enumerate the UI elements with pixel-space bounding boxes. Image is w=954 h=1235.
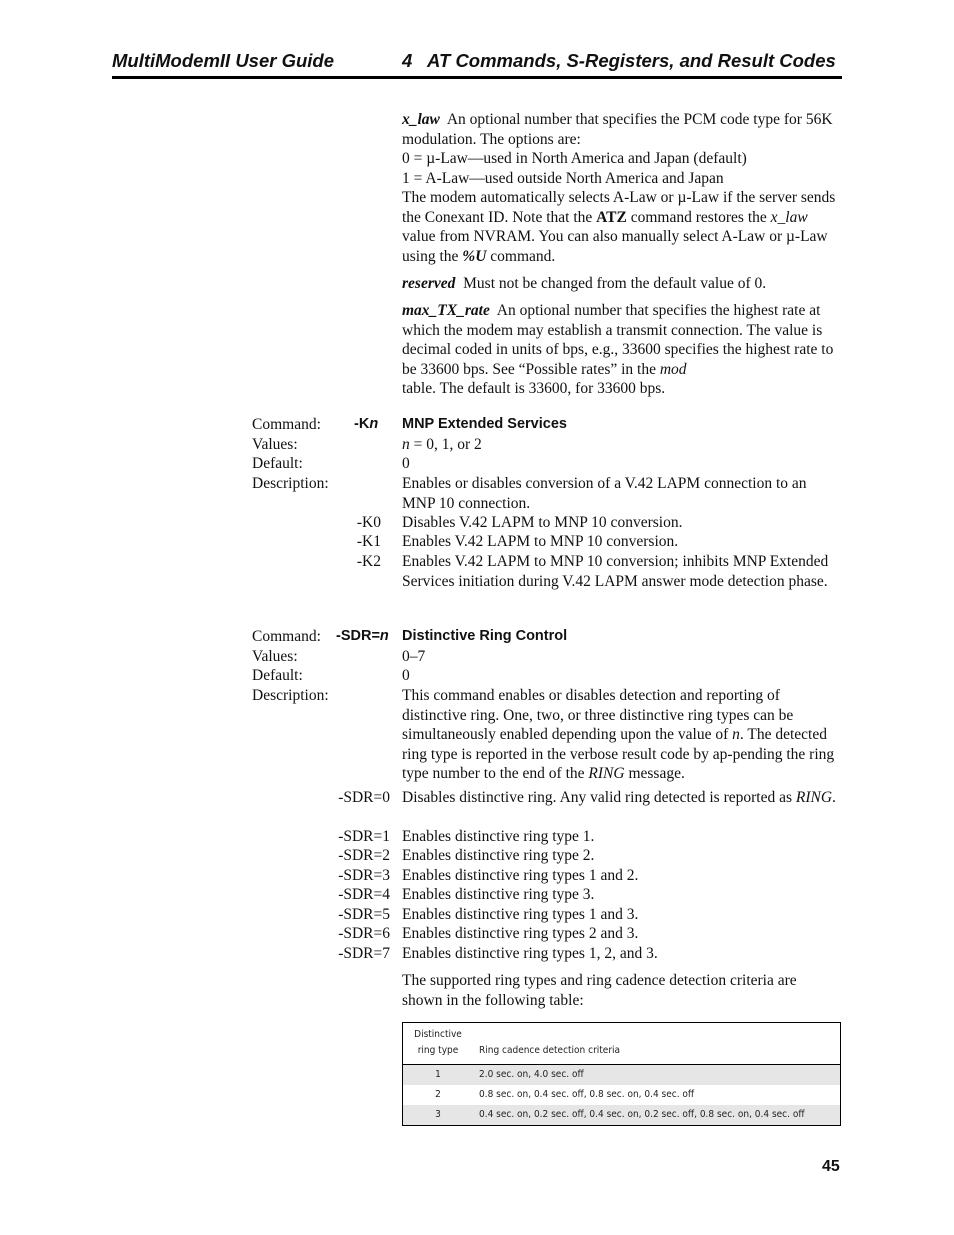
kn-option-code: -K1 [356, 533, 381, 550]
maxtx-paragraph [402, 301, 844, 399]
xlaw-term-inline: x_law [770, 208, 808, 226]
sdr-option-text: Enables distinctive ring types 1 and 2. [402, 867, 639, 884]
xlaw-term: x_law [402, 111, 440, 128]
table-intro: The supported ring types and ring cadence detection criteria are shown in the following table: [402, 972, 797, 1009]
kn-command [354, 415, 378, 435]
kn-option-text: Disables V.42 LAPM to MNP 10 conversion. [402, 514, 683, 531]
sdr-opt0-text: Disables distinctive ring. Any valid ring detected is reported as [402, 789, 792, 806]
table-row [403, 1105, 841, 1126]
pctu-command: %U [462, 247, 487, 265]
sdr-option-code: -SDR=0 [338, 789, 390, 806]
table-row [403, 1085, 841, 1105]
sdr-description [402, 686, 842, 784]
reserved-term: reserved [402, 275, 456, 292]
sdr-option-text: Enables distinctive ring type 2. [402, 847, 595, 864]
sdr-values-label: Values: [252, 648, 298, 665]
sdr-desc-part1: This command enables or disables detection and reporting of distinctive ring. One, two, or three distinctive ring types can be simultaneously enabled depending upon the value of [402, 687, 794, 743]
xlaw-text2a: The modem automatically selects A-Law or µ-Law if the server sends the Conexant ID. Note that the [402, 189, 836, 226]
reserved-text: Must not be changed from the default value of 0. [463, 275, 767, 292]
sdr-command [336, 627, 389, 647]
xlaw-paragraph [402, 110, 844, 266]
table-row [403, 1065, 841, 1086]
sdr-command-var: n [379, 628, 389, 644]
sdr-opt0-end: . [832, 789, 836, 806]
sdr-option-code: -SDR=4 [338, 886, 390, 903]
table-header-row [403, 1023, 841, 1065]
sdr-title: Distinctive Ring Control [402, 628, 568, 644]
xlaw-text2b: command restores the [630, 208, 767, 226]
kn-default-label: Default: [252, 455, 303, 472]
kn-command-label: Command: [252, 416, 321, 433]
sdr-option-code: -SDR=1 [338, 828, 390, 845]
col-header-criteria: Ring cadence detection criteria [473, 1023, 841, 1065]
col-header-line2: ring type [417, 1045, 459, 1056]
page-number: 45 [822, 1158, 840, 1175]
maxtx-term: max_TX_rate [402, 302, 490, 319]
kn-command-prefix: -K [354, 416, 370, 432]
kn-option-text: Enables V.42 LAPM to MNP 10 conversion; inhibits MNP Extended Services initiation during V.42 LAPM answer mode detection phase. [402, 553, 829, 590]
sdr-option-text: Enables distinctive ring types 2 and 3. [402, 925, 639, 942]
sdr-option-code: -SDR=7 [338, 945, 390, 962]
maxtx-text1: An optional number that specifies the highest rate at which the modem may establish a transmit connection. The value is decimal coded in units of bps, e.g., 33600 specifies the highest rate to be 33600 bps. See “Possible rates” in the [402, 302, 834, 378]
kn-default: 0 [402, 455, 410, 472]
chapter-title: 4 AT Commands, S-Registers, and Result Codes [402, 50, 836, 71]
kn-option-code: -K2 [356, 553, 381, 570]
xlaw-text2d: command. [490, 247, 556, 265]
col-header-line1: Distinctive [414, 1029, 462, 1040]
sdr-option-code: -SDR=5 [338, 906, 390, 923]
page-header [112, 48, 842, 79]
sdr-option-code: -SDR=2 [338, 847, 390, 864]
col-header-ring-type [403, 1023, 474, 1065]
sdr-option-text: Enables distinctive ring type 3. [402, 886, 595, 903]
kn-values-var: n [402, 436, 410, 453]
sdr-values: 0–7 [402, 648, 426, 665]
sdr-desc-var: n [732, 726, 740, 743]
sdr-description-label: Description: [252, 687, 329, 704]
kn-description-label: Description: [252, 475, 329, 492]
sdr-command-prefix: -SDR= [336, 628, 380, 644]
xlaw-option-0: 0 = µ-Law—used in North America and Japan (default) [402, 150, 747, 167]
sdr-desc-part3: message. [628, 765, 685, 782]
ring-type-cell: 2 [435, 1089, 441, 1100]
xlaw-text2c: value from NVRAM. You can also manually select A-Law or µ-Law using the [402, 228, 828, 265]
sdr-option-0-text [402, 788, 844, 808]
sdr-option-text: Enables distinctive ring types 1, 2, and 3. [402, 945, 658, 962]
xlaw-option-1: 1 = A-Law—used outside North America and Japan [402, 169, 724, 187]
sdr-option-text: Enables distinctive ring types 1 and 3. [402, 906, 639, 923]
kn-description: Enables or disables conversion of a V.42 LAPM connection to an MNP 10 connection. [402, 475, 807, 512]
sdr-opt0-ring: RING [795, 789, 833, 806]
ring-cadence-table [402, 1022, 841, 1126]
xlaw-text1: An optional number that specifies the PCM code type for 56K modulation. The options are: [402, 111, 833, 148]
kn-values-label: Values: [252, 436, 298, 453]
ring-type-cell: 3 [403, 1105, 474, 1126]
sdr-desc-ring: RING [588, 765, 625, 782]
maxtx-text2: table. The default is 33600, for 33600 bps. [402, 380, 666, 397]
reserved-paragraph [402, 274, 844, 294]
kn-values [402, 435, 482, 455]
kn-option-code: -K0 [356, 514, 381, 531]
criteria-cell: 0.8 sec. on, 0.4 sec. off, 0.8 sec. on, 0.4 sec. off [479, 1089, 695, 1100]
sdr-desc-part2: . The detected ring type is reported in the verbose result code by ap-pending the ring type number to the end of the [402, 726, 835, 782]
criteria-cell: 2.0 sec. on, 4.0 sec. off [473, 1065, 841, 1086]
sdr-command-label: Command: [252, 628, 321, 645]
atz-command: ATZ [596, 208, 627, 226]
sdr-option-code: -SDR=6 [338, 925, 390, 942]
kn-values-rest: = 0, 1, or 2 [409, 436, 482, 453]
sdr-default: 0 [402, 667, 410, 684]
guide-title: MultiModemII User Guide [112, 50, 335, 71]
mod-term: mod [659, 360, 687, 378]
kn-option-text: Enables V.42 LAPM to MNP 10 conversion. [402, 533, 679, 550]
kn-title: MNP Extended Services [402, 416, 567, 432]
kn-command-var: n [369, 416, 379, 432]
sdr-option-code: -SDR=3 [338, 867, 390, 884]
sdr-default-label: Default: [252, 667, 303, 684]
ring-type-cell: 1 [403, 1065, 474, 1086]
sdr-option-text: Enables distinctive ring type 1. [402, 828, 595, 845]
criteria-cell: 0.4 sec. on, 0.2 sec. off, 0.4 sec. on, 0.2 sec. off, 0.8 sec. on, 0.4 sec. off [473, 1105, 841, 1126]
